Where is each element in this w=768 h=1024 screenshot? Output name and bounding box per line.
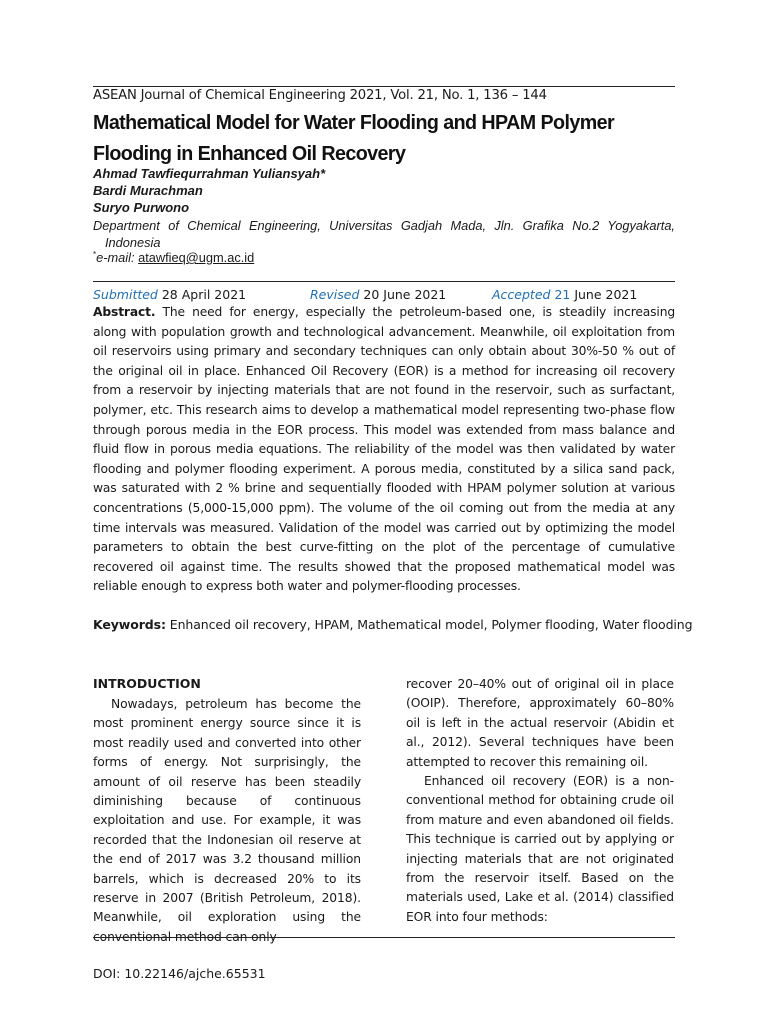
email-link[interactable]: atawfieq@ugm.ac.id <box>138 250 255 265</box>
intro-paragraph-1-continued: recover 20–40% out of original oil in place (OOIP). Therefore, approximately 60–80% oil is left in the actual reservoir (Abidin et al., 2012). Several techniques have been attempted to recover this remaining oil. <box>406 677 674 769</box>
affiliation-line-2: Indonesia <box>105 235 161 250</box>
keywords-label: Keywords: <box>93 617 166 632</box>
revised-value: 20 June 2021 <box>363 287 447 302</box>
affiliation-line-1: Department of Chemical Engineering, Universitas Gadjah Mada, Jln. Grafika No.2 Yogyakarta, <box>93 218 675 233</box>
paper-title: Mathematical Model for Water Flooding and HPAM Polymer Flooding in Enhanced Oil Recovery <box>93 111 615 165</box>
abstract-text: The need for energy, especially the petroleum-based one, is steadily increasing along with population growth and technological advancement. Meanwhile, oil exploitation from oil reservoirs using primary and secondary techniques can only obtain about 30%-50 % out of the original oil in place. Enhanced Oil Recovery (EOR) is a method for increasing oil recovery from a reservoir by injecting materials that are not found in the reservoir, such as surfactant, polymer, etc. This research aims to develop a mathematical model representing two-phase flow through porous media in the EOR process. This model was extended from mass balance and fluid flow in porous media equations. The reliability of the model was then validated by water flooding and polymer flooding experiment. A porous media, constituted by a silica sand pack, was saturated with 2 % brine and sequentially flooded with HPAM polymer solution at various concentrations (5,000-15,000 ppm). The volume of the oil coming out from the media at any time intervals was measured. Validation of the model was carried out by optimizing the model parameters to obtain the best curve-fitting on the plot of the percentage of cumulative recovered oil against time. The results showed that the proposed mathematical model was reliable enough to express both water and polymer-flooding processes. <box>93 305 675 594</box>
keywords-text: Enhanced oil recovery, HPAM, Mathematical model, Polymer flooding, Water flooding <box>169 617 693 632</box>
keywords <box>93 617 693 632</box>
revised-date <box>310 287 446 302</box>
corresponding-marker: * <box>93 250 97 259</box>
intro-right-column <box>406 675 674 927</box>
submitted-date <box>93 287 246 302</box>
author-1: Ahmad Tawfiequrrahman Yuliansyah* <box>93 166 326 181</box>
footer-rule <box>93 937 675 938</box>
accepted-date <box>492 287 637 302</box>
accepted-label: Accepted <box>492 287 551 302</box>
email-label: e-mail: <box>96 250 135 265</box>
author-3: Suryo Purwono <box>93 200 190 215</box>
accepted-day: 21 <box>554 287 571 302</box>
submitted-value: 28 April 2021 <box>161 287 247 302</box>
doi: DOI: 10.22146/ajche.65531 <box>93 966 266 981</box>
affiliation <box>93 217 675 251</box>
abstract-label: Abstract. <box>93 305 156 319</box>
header-rule <box>93 86 675 87</box>
intro-paragraph-1: Nowadays, petroleum has become the most prominent energy source since it is most readily used and converted into other forms of energy. Not surprisingly, the amount of oil reserve has been steadily diminishing because of continuous exploitation and use. For example, it was recorded that the Indonesian oil reserve at the end of 2017 was 3.2 thousand million barrels, which is decreased 20% to its reserve in 2007 (British Petroleum, 2018). Meanwhile, oil exploration using the conventional method can only <box>93 697 361 944</box>
abstract <box>93 303 675 597</box>
revised-label: Revised <box>310 287 360 302</box>
introduction-heading: INTRODUCTION <box>93 676 201 691</box>
accepted-value: June 2021 <box>574 287 638 302</box>
journal-citation: ASEAN Journal of Chemical Engineering 2021, Vol. 21, No. 1, 136 – 144 <box>93 88 547 103</box>
corresponding-email <box>93 250 254 265</box>
intro-left-column <box>93 695 361 947</box>
submitted-label: Submitted <box>93 287 158 302</box>
intro-paragraph-2: Enhanced oil recovery (EOR) is a non-conventional method for obtaining crude oil from mature and even abandoned oil fields. This technique is carried out by applying or injecting materials that are not originated from the reservoir itself. Based on the materials used, Lake et al. (2014) classified EOR into four methods: <box>406 774 674 924</box>
dates-rule <box>93 281 675 282</box>
author-2: Bardi Murachman <box>93 183 203 198</box>
